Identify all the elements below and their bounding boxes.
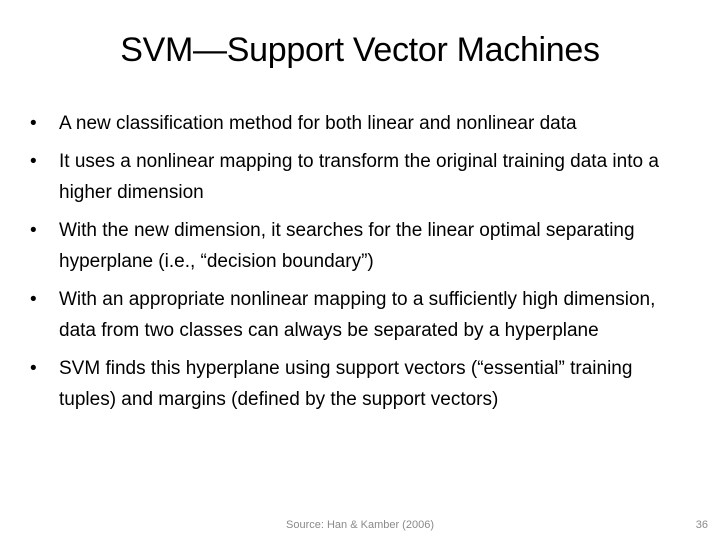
source-footer: Source: Han & Kamber (2006) [286,519,434,531]
bullet-text: With the new dimension, it searches for the linear optimal separating hyperplane (i.e., “decision boundary”) [59,220,635,272]
bullet-dot-icon: • [30,289,37,310]
bullet-item [30,284,690,346]
bullet-dot-icon: • [30,151,37,172]
bullet-text: SVM finds this hyperplane using support vectors (“essential” training tuples) and margins (defined by the support vectors) [59,358,633,410]
bullet-text: A new classification method for both linear and nonlinear data [59,113,577,134]
slide-title: SVM—Support Vector Machines [120,31,600,69]
bullet-item [30,146,690,208]
bullet-dot-icon: • [30,358,37,379]
bullet-text: It uses a nonlinear mapping to transform the original training data into a higher dimension [59,151,659,203]
bullet-text: With an appropriate nonlinear mapping to a sufficiently high dimension, data from two classes can always be separated by a hyperplane [59,289,656,341]
bullet-list [30,108,690,415]
bullet-dot-icon: • [30,113,37,134]
bullet-item [30,353,690,415]
bullet-dot-icon: • [30,220,37,241]
bullet-item [30,108,690,139]
bullet-item [30,215,690,277]
page-number: 36 [695,519,708,531]
